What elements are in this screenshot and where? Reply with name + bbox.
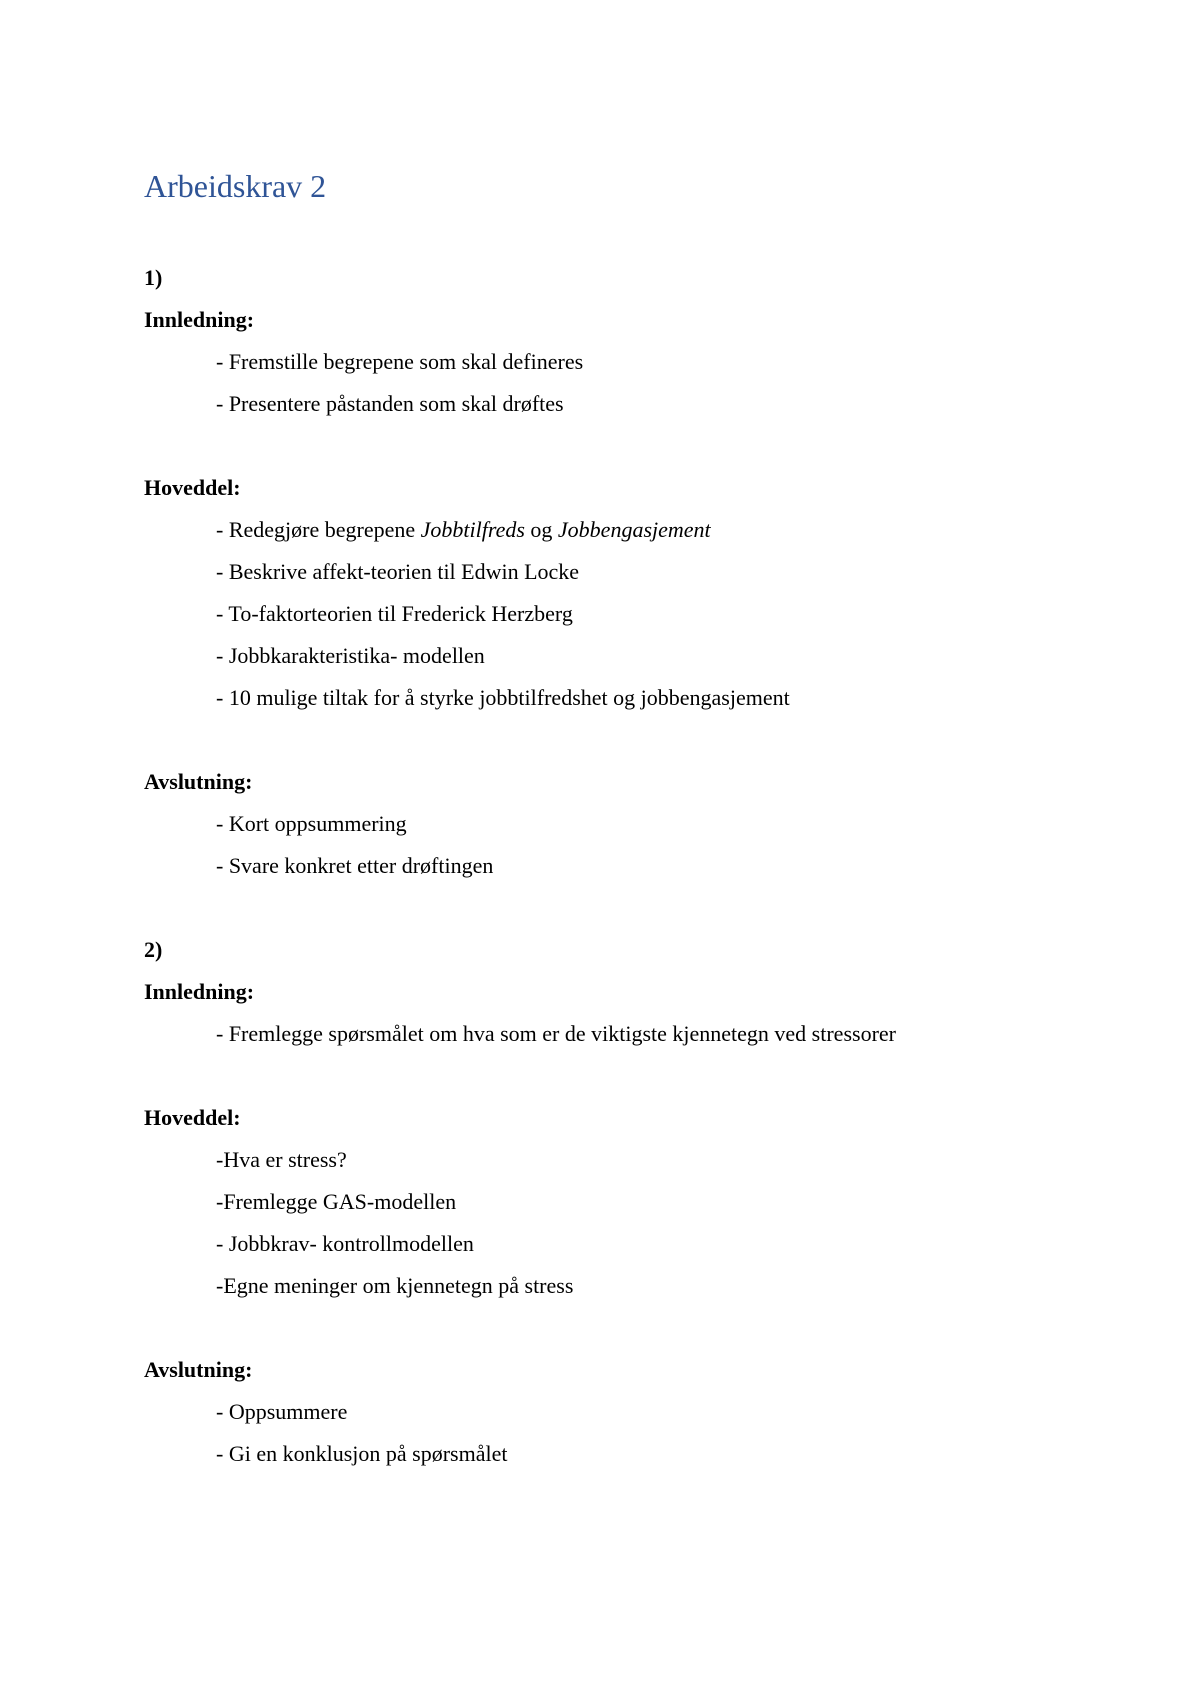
part1-main-heading: Hoveddel: <box>144 475 241 500</box>
part1-conclusion-item: - Kort oppsummering <box>216 811 407 836</box>
part1-main-item <box>216 516 711 544</box>
part2-intro-item: - Fremlegge spørsmålet om hva som er de viktigste kjennetegn ved stressorer <box>216 1021 896 1046</box>
part2-conclusion-item: - Gi en konklusjon på spørsmålet <box>216 1441 508 1466</box>
part1-conclusion-heading: Avslutning: <box>144 769 253 794</box>
document-title: Arbeidskrav 2 <box>144 168 327 204</box>
item-prefix: - Redegjøre begrepene <box>216 517 421 542</box>
part2-intro-heading: Innledning: <box>144 979 255 1004</box>
part1-number: 1) <box>144 265 163 290</box>
part1-intro-item: - Fremstille begrepene som skal defineres <box>216 349 584 374</box>
part2-main-item: - Jobbkrav- kontrollmodellen <box>216 1231 474 1256</box>
part1-main-item: - Jobbkarakteristika- modellen <box>216 643 485 668</box>
part2-main-item: -Egne meninger om kjennetegn på stress <box>216 1273 574 1298</box>
italic-term: Jobbengasjement <box>557 517 711 542</box>
part1-main-item: - Beskrive affekt-teorien til Edwin Locke <box>216 559 580 584</box>
italic-term: Jobbtilfreds <box>420 517 525 542</box>
part2-number: 2) <box>144 937 163 962</box>
part1-main-item: - 10 mulige tiltak for å styrke jobbtilfredshet og jobbengasjement <box>216 685 790 710</box>
part1-intro-heading: Innledning: <box>144 307 255 332</box>
part1-main-item: - To-faktorteorien til Frederick Herzberg <box>216 601 573 626</box>
part1-conclusion-item: - Svare konkret etter drøftingen <box>216 853 494 878</box>
part2-conclusion-item: - Oppsummere <box>216 1399 348 1424</box>
item-connector: og <box>524 517 558 542</box>
part2-main-item: -Fremlegge GAS-modellen <box>216 1189 457 1214</box>
part2-main-item: -Hva er stress? <box>216 1147 347 1172</box>
part1-intro-item: - Presentere påstanden som skal drøftes <box>216 391 564 416</box>
part2-conclusion-heading: Avslutning: <box>144 1357 253 1382</box>
part2-main-heading: Hoveddel: <box>144 1105 241 1130</box>
